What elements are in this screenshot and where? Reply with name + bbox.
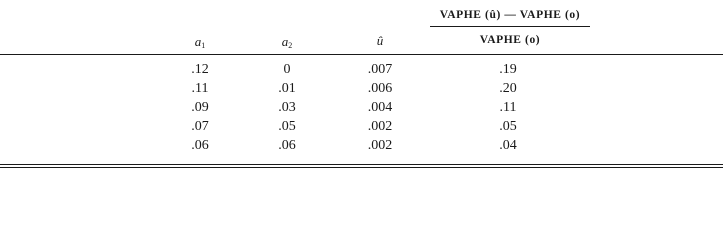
bottom-rule-top bbox=[0, 164, 723, 165]
table-cell: .006 bbox=[367, 81, 393, 96]
header-a2-base: a bbox=[281, 34, 289, 49]
table-cell: .07 bbox=[191, 119, 209, 134]
table-cell: .002 bbox=[367, 119, 393, 134]
header-fraction-line bbox=[430, 26, 590, 27]
table-cell: .20 bbox=[499, 81, 517, 96]
table-cell: .19 bbox=[499, 62, 517, 77]
table-cell: .03 bbox=[278, 100, 296, 115]
table-cell: .04 bbox=[499, 138, 517, 153]
table-cell: .05 bbox=[499, 119, 517, 134]
table-cell: .11 bbox=[191, 81, 209, 96]
table-cell: .002 bbox=[367, 138, 393, 153]
bottom-rule-bottom bbox=[0, 167, 723, 168]
header-a1-base: a bbox=[194, 34, 202, 49]
table-cell: .11 bbox=[499, 100, 517, 115]
header-u-hat: û bbox=[376, 33, 384, 48]
table-cell: .01 bbox=[278, 81, 296, 96]
header-a2-subscript: 2 bbox=[288, 41, 293, 50]
header-a2 bbox=[257, 35, 317, 53]
table-cell: .007 bbox=[367, 62, 393, 77]
header-rule bbox=[0, 54, 723, 55]
table-cell: .12 bbox=[191, 62, 209, 77]
header-a1-subscript: 1 bbox=[201, 41, 206, 50]
header-ratio-numerator: VAPHE (û) — VAPHE (o) bbox=[439, 9, 581, 21]
table-cell: .09 bbox=[191, 100, 209, 115]
header-ratio-denominator: VAPHE (o) bbox=[479, 34, 541, 46]
header-a1 bbox=[170, 35, 230, 53]
table-cell: 0 bbox=[283, 62, 291, 77]
table-cell: .06 bbox=[278, 138, 296, 153]
table-cell: .004 bbox=[367, 100, 393, 115]
table-cell: .06 bbox=[191, 138, 209, 153]
table-cell: .05 bbox=[278, 119, 296, 134]
